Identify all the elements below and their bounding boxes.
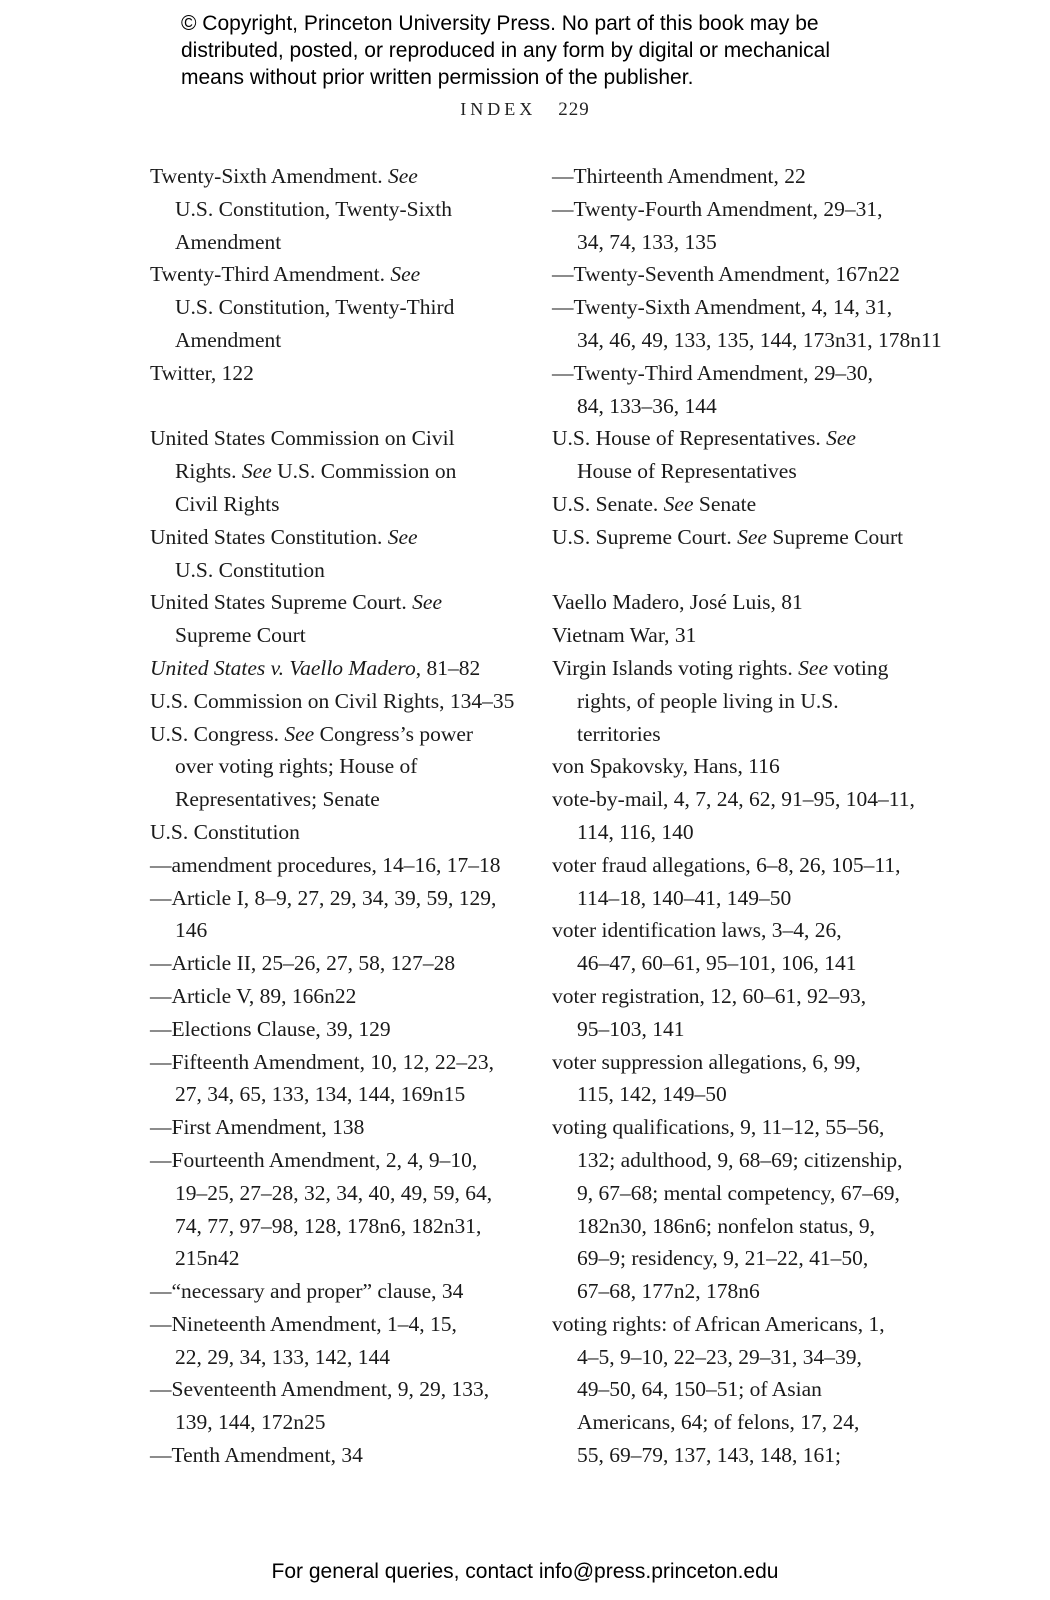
index-text: 34, 74, 133, 135 (577, 229, 717, 254)
index-entry-line (150, 160, 520, 193)
index-text: —“necessary and proper” clause, 34 (150, 1279, 464, 1304)
index-entry-line (552, 947, 922, 980)
index-entry-line (552, 1078, 922, 1111)
index-entry-line (150, 783, 520, 816)
index-entry-line (552, 1111, 922, 1144)
index-text: —Seventeenth Amendment, 9, 29, 133, (150, 1377, 490, 1402)
index-text: U.S. Constitution, Twenty-Third (175, 295, 455, 320)
index-text: —Thirteenth Amendment, 22 (552, 164, 806, 188)
index-entry-line (150, 455, 520, 488)
index-entry-line (150, 324, 520, 357)
index-entry-line (150, 554, 520, 587)
index-entry-line (150, 1242, 520, 1275)
index-text: Americans, 64; of felons, 17, 24, (577, 1410, 860, 1435)
index-column-left (150, 160, 520, 1472)
index-text: U.S. Commission on Civil Rights, 134–35 (150, 688, 515, 713)
copyright-notice (181, 10, 1001, 91)
index-entry-line (552, 226, 922, 259)
index-text: U.S. House of Representatives. (552, 426, 827, 451)
copyright-line: © Copyright, Princeton University Press. No part of this book may be (181, 12, 819, 35)
index-entry-line (150, 488, 520, 521)
index-entry-line (552, 390, 922, 423)
index-section-gap (552, 554, 922, 587)
index-text: United States Commission on Civil (150, 426, 455, 451)
index-text: 139, 144, 172n25 (175, 1410, 326, 1435)
index-entry-line (552, 324, 942, 357)
index-entry-line (552, 193, 922, 226)
index-text: voting (828, 655, 889, 680)
index-text: rights, of people living in U.S. (577, 688, 839, 713)
index-entry-line (552, 849, 922, 882)
index-entry-line (150, 882, 520, 915)
index-text: 215n42 (175, 1246, 240, 1271)
running-head-title: INDEX (460, 99, 537, 119)
index-text: 74, 77, 97–98, 128, 178n6, 182n31, (175, 1213, 482, 1238)
index-text: 182n30, 186n6; nonfelon status, 9, (577, 1213, 875, 1238)
index-entry-line (552, 1439, 922, 1472)
index-text: Amendment (175, 229, 282, 254)
index-text: 49–50, 64, 150–51; of Asian (577, 1377, 822, 1402)
index-text: von Spakovsky, Hans, 116 (552, 754, 780, 779)
index-entry-line (552, 488, 922, 521)
index-text: Supreme Court (175, 623, 306, 648)
index-text: 22, 29, 34, 133, 142, 144 (175, 1344, 390, 1369)
index-text: Rights. (175, 459, 242, 484)
index-entry-line (150, 258, 520, 291)
index-entry-line (552, 718, 922, 751)
index-text: —Elections Clause, 39, 129 (150, 1016, 391, 1041)
index-text: 95–103, 141 (577, 1016, 685, 1041)
index-text: Vaello Madero, José Luis, 81 (552, 590, 803, 615)
index-entry-line (150, 226, 520, 259)
index-entry-line (552, 816, 922, 849)
index-text: U.S. Commission on (271, 459, 457, 484)
index-entry-line (150, 652, 520, 685)
index-entry-line (552, 882, 922, 915)
index-entry-line (150, 521, 520, 554)
index-text: —Fourteenth Amendment, 2, 4, 9–10, (150, 1147, 478, 1172)
index-entry-line (150, 718, 520, 751)
index-text: House of Representatives (577, 459, 797, 484)
index-entry-line (150, 1046, 520, 1079)
index-text: 146 (175, 918, 208, 943)
index-text: 114, 116, 140 (577, 819, 694, 844)
index-entry-line (552, 1373, 922, 1406)
index-text: United States Supreme Court. (150, 590, 413, 615)
copyright-line: means without prior written permission of the publisher. (181, 66, 694, 89)
index-text: 69–9; residency, 9, 21–22, 41–50, (577, 1246, 869, 1271)
index-italic-text: See (284, 721, 315, 746)
index-text: , 81–82 (415, 655, 481, 680)
index-text: —Twenty-Third Amendment, 29–30, (552, 360, 873, 385)
index-text: Supreme Court (766, 524, 904, 549)
index-entry-line (552, 1341, 922, 1374)
index-text: voting qualifications, 9, 11–12, 55–56, (552, 1115, 885, 1140)
index-text: 114–18, 140–41, 149–50 (577, 885, 792, 910)
index-entry-line (150, 1341, 520, 1374)
index-italic-text: See (390, 262, 421, 287)
index-entry-line (552, 160, 922, 193)
index-text: voter identification laws, 3–4, 26, (552, 918, 842, 943)
index-entry-line (150, 1111, 520, 1144)
index-entry-line (552, 291, 922, 324)
index-text: territories (577, 721, 661, 746)
index-text: 55, 69–79, 137, 143, 148, 161; (577, 1443, 841, 1468)
index-text: 46–47, 60–61, 95–101, 106, 141 (577, 951, 857, 976)
index-italic-text: See (241, 459, 272, 484)
index-italic-text: See (663, 491, 694, 516)
index-text: 4–5, 9–10, 22–23, 29–31, 34–39, (577, 1344, 862, 1369)
index-text: U.S. Congress. (150, 721, 285, 746)
index-entry-line (552, 1144, 922, 1177)
index-text: U.S. Constitution, Twenty-Sixth (175, 196, 453, 221)
index-text: U.S. Constitution (150, 819, 300, 844)
index-text: voter registration, 12, 60–61, 92–93, (552, 983, 867, 1008)
index-text: Civil Rights (175, 491, 280, 516)
index-text: Congress’s power (314, 721, 474, 746)
index-entry-line (150, 1013, 520, 1046)
index-entry-line (150, 1439, 520, 1472)
index-entry-line (552, 422, 922, 455)
index-entry-line (552, 685, 922, 718)
index-text: U.S. Supreme Court. (552, 524, 738, 549)
index-text: 67–68, 177n2, 178n6 (577, 1279, 760, 1304)
index-entry-line (150, 1373, 520, 1406)
index-text: —Twenty-Seventh Amendment, 167n22 (552, 262, 900, 287)
index-entry-line (552, 455, 922, 488)
index-entry-line (552, 258, 922, 291)
index-text: Virgin Islands voting rights. (552, 655, 799, 680)
index-entry-line (552, 1046, 922, 1079)
index-text: —Article II, 25–26, 27, 58, 127–28 (150, 951, 456, 976)
index-entry-line (552, 750, 922, 783)
index-text: 27, 34, 65, 133, 134, 144, 169n15 (175, 1082, 466, 1107)
index-entry-line (150, 1210, 520, 1243)
index-text: voter suppression allegations, 6, 99, (552, 1049, 861, 1074)
index-text: —Twenty-Fourth Amendment, 29–31, (552, 196, 883, 221)
index-entry-line (150, 586, 520, 619)
index-entry-line (150, 750, 520, 783)
index-column-right (552, 160, 942, 1472)
index-entry-line (552, 1406, 922, 1439)
index-italic-text: See (412, 590, 442, 615)
index-entry-line (150, 1275, 520, 1308)
index-italic-text: See (387, 524, 418, 549)
index-text: —Fifteenth Amendment, 10, 12, 22–23, (150, 1049, 494, 1074)
index-text: voter fraud allegations, 6–8, 26, 105–11, (552, 852, 901, 877)
index-text: 19–25, 27–28, 32, 34, 40, 49, 59, 64, (175, 1180, 493, 1205)
index-text: —amendment procedures, 14–16, 17–18 (150, 852, 501, 877)
index-text: 9, 67–68; mental competency, 67–69, (577, 1180, 900, 1205)
index-entry-line (150, 357, 520, 390)
index-entry-line (150, 291, 520, 324)
index-text: over voting rights; House of (175, 754, 418, 779)
index-text: —Nineteenth Amendment, 1–4, 15, (150, 1311, 457, 1336)
index-entry-line (552, 914, 922, 947)
index-entry-line (150, 422, 520, 455)
index-entry-line (150, 914, 520, 947)
index-entry-line (150, 816, 520, 849)
index-text: —Article I, 8–9, 27, 29, 34, 39, 59, 129, (150, 885, 497, 910)
index-text: Vietnam War, 31 (552, 623, 697, 648)
index-entry-line (552, 980, 922, 1013)
page-number: 229 (558, 99, 590, 120)
index-entry-line (150, 1144, 520, 1177)
index-text: U.S. Constitution (175, 557, 325, 582)
index-text: —Tenth Amendment, 34 (150, 1443, 363, 1468)
index-entry-line (552, 619, 922, 652)
index-text: voting rights: of African Americans, 1, (552, 1311, 885, 1336)
index-text: 84, 133–36, 144 (577, 393, 717, 418)
index-italic-text: See (798, 655, 829, 680)
index-entry-line (150, 1078, 520, 1111)
index-entry-line (150, 849, 520, 882)
index-entry-line (552, 783, 922, 816)
running-head (0, 99, 1050, 121)
index-entry-line (150, 1177, 520, 1210)
index-text: United States Constitution. (150, 524, 388, 549)
index-text: Twenty-Sixth Amendment. (150, 164, 388, 188)
index-entry-line (150, 685, 520, 718)
index-entry-line (150, 193, 520, 226)
index-text: vote-by-mail, 4, 7, 24, 62, 91–95, 104–11, (552, 787, 915, 812)
index-text: Twitter, 122 (150, 360, 254, 385)
index-entry-line (150, 980, 520, 1013)
index-italic-text: United States v. Vaello Madero (150, 655, 416, 680)
index-text: Representatives; Senate (175, 787, 380, 812)
index-italic-text: See (387, 164, 418, 188)
copyright-line: distributed, posted, or reproduced in any form by digital or mechanical (181, 39, 831, 62)
index-entry-line (552, 1308, 922, 1341)
index-entry-line (552, 357, 922, 390)
index-entry-line (552, 652, 922, 685)
index-text: 132; adulthood, 9, 68–69; citizenship, (577, 1147, 903, 1172)
index-entry-line (552, 1242, 922, 1275)
index-text: 115, 142, 149–50 (577, 1082, 727, 1107)
index-text: Amendment (175, 327, 282, 352)
index-entry-line (552, 521, 922, 554)
index-entry-line (150, 1406, 520, 1439)
index-text: 34, 46, 49, 133, 135, 144, 173n31, 178n11 (577, 327, 942, 352)
index-entry-line (552, 1210, 922, 1243)
footer-contact: For general queries, contact info@press.princeton.edu (271, 1560, 779, 1583)
index-text: Senate (693, 491, 757, 516)
index-text: —First Amendment, 138 (150, 1115, 365, 1140)
index-text: Twenty-Third Amendment. (150, 262, 391, 287)
index-italic-text: See (737, 524, 767, 549)
index-entry-line (150, 1308, 520, 1341)
index-italic-text: See (826, 426, 856, 451)
index-text: —Article V, 89, 166n22 (150, 983, 357, 1008)
index-entry-line (552, 1275, 922, 1308)
index-entry-line (150, 619, 520, 652)
index-entry-line (552, 1013, 922, 1046)
index-text: —Twenty-Sixth Amendment, 4, 14, 31, (552, 295, 893, 320)
index-entry-line (552, 1177, 922, 1210)
index-entry-line (552, 586, 922, 619)
index-text: U.S. Senate. (552, 491, 664, 516)
index-section-gap (150, 390, 520, 423)
index-entry-line (150, 947, 520, 980)
